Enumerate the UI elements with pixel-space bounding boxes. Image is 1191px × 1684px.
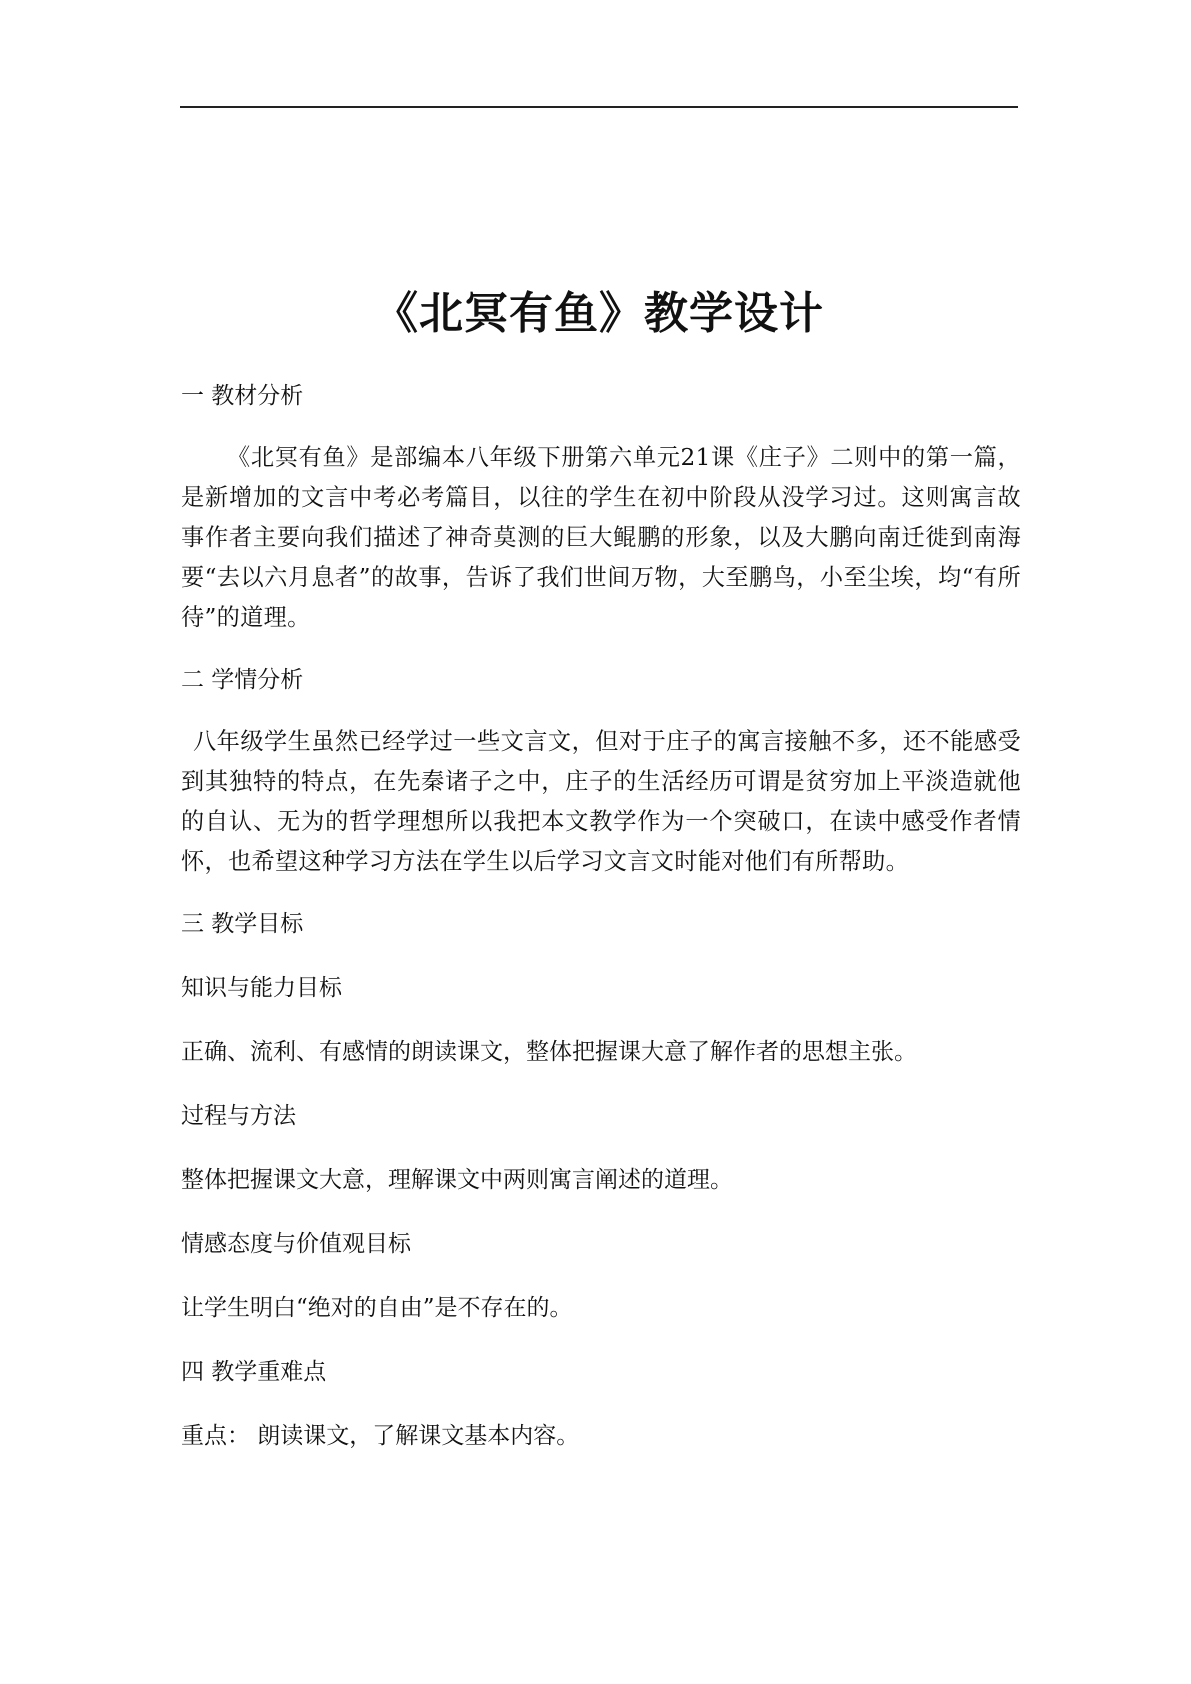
goal-label-values: 情感态度与价值观目标 [181,1231,411,1257]
paragraph-student-analysis: 八年级学生虽然已经学过一些文言文，但对于庄子的寓言接触不多，还不能感受到其独特的特点，在先秦诸子之中，庄子的生活经历可谓是贫穷加上平淡造就他的自认、无为的哲学理想所以我把本文教学作为一个突破口，在读中感受作者情怀，也希望这种学习方法在学生以后学习文言文时能对他们有所帮助。 [181,728,1021,875]
section-heading-teaching-goals: 三 教学目标 [181,911,304,937]
goal-text-process: 整体把握课文大意，理解课文中两则寓言阐述的道理。 [181,1167,733,1193]
goal-label-knowledge: 知识与能力目标 [181,975,342,1001]
goal-text-knowledge: 正确、流利、有感情的朗读课文，整体把握课大意了解作者的思想主张。 [181,1039,917,1065]
section-heading-key-points: 四 教学重难点 [181,1359,327,1385]
header-rule [180,106,1018,108]
document-title: 《北冥有鱼》教学设计 [374,288,824,339]
document-body [181,376,1021,1456]
goal-text-values: 让学生明白“绝对的自由”是不存在的。 [181,1295,573,1321]
goal-label-process: 过程与方法 [181,1103,296,1129]
paragraph-material-analysis: 《北冥有鱼》是部编本八年级下册第六单元21课《庄子》二则中的第一篇，是新增加的文言中考必考篇目，以往的学生在初中阶段从没学习过。这则寓言故事作者主要向我们描述了神奇莫测的巨大鲲鹏的形象，以及大鹏向南迁徙到南海要“去以六月息者”的故事，告诉了我们世间万物，大至鹏鸟，小至尘埃，均“有所待”的道理。 [181,444,1021,631]
key-point-text: 重点： 朗读课文，了解课文基本内容。 [181,1423,580,1449]
section-heading-material-analysis: 一 教材分析 [181,383,304,409]
section-heading-student-analysis: 二 学情分析 [181,667,304,693]
